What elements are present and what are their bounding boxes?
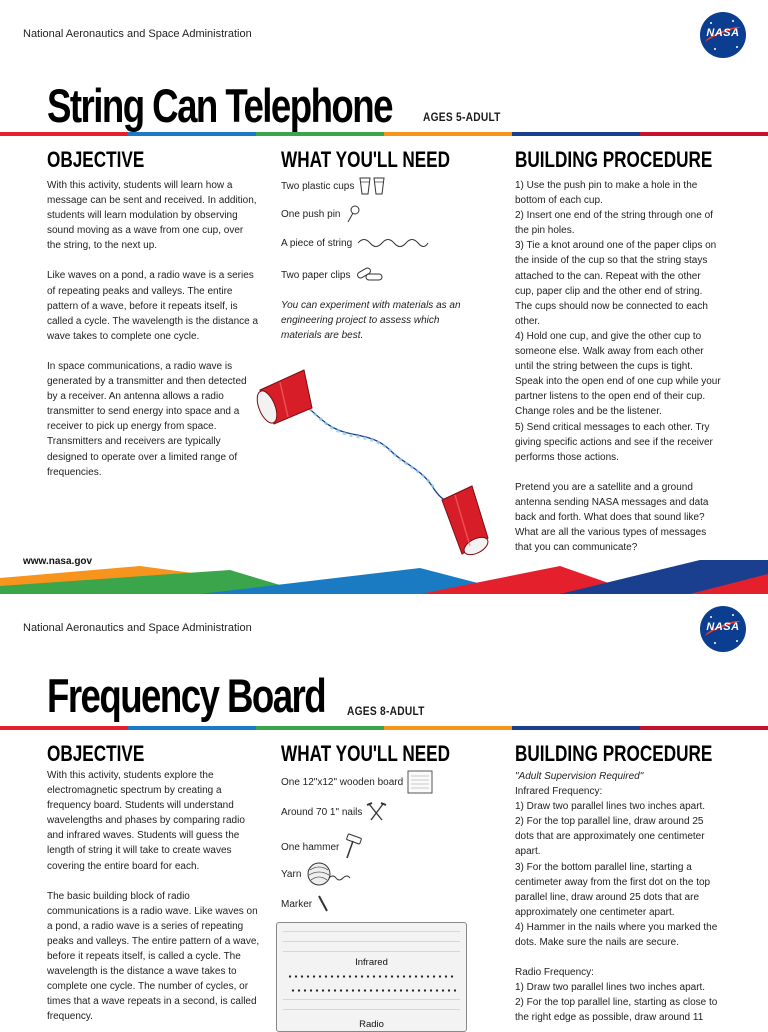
need-item-label: A piece of string — [281, 237, 353, 249]
objective-paragraph: In space communications, a radio wave is generated by a transmitter and then detected by a receiver. An antenna allows a radio transmitter to send energy into space and a receiver to pick up energy from space. Transmitters and receivers are typically designed to operate over a limited range of frequencies. — [47, 360, 247, 478]
objective-text — [47, 178, 259, 480]
procedure-heading: BUILDING PROCEDURE — [515, 741, 713, 766]
push-pin-icon — [345, 204, 361, 224]
radio-steps: 1) Draw two parallel lines two inches apart. 2) For the top parallel line, starting as close to the right edge as possible, draw around 11 — [515, 982, 718, 1024]
color-stripe — [0, 132, 768, 136]
frequency-board-card — [0, 594, 768, 1030]
supervision-note: "Adult Supervision Required" — [515, 771, 644, 782]
wooden-board-icon — [407, 770, 433, 794]
radio-label: Radio — [359, 1019, 384, 1030]
objective-paragraph: Like waves on a pond, a radio wave is a series of repeating peaks and valleys. The entire pattern of a wave, before it repeats itself, is called a cycle. The wavelength is the distance a wave takes to complete one cycle. — [47, 270, 259, 342]
activity-title: Frequency Board — [47, 669, 326, 722]
need-note: You can experiment with materials as an engineering project to assess which materials are best. — [281, 300, 461, 342]
infrared-label: Infrared — [355, 957, 388, 968]
need-item — [281, 266, 384, 284]
need-item-label: Two paper clips — [281, 269, 351, 281]
agency-name: National Aeronautics and Space Administration — [23, 28, 252, 40]
objective-paragraph: With this activity, students will learn how a message can be sent and received. In addition, students will learn modulation by observing sound moving as a wave from one cup, over the string, to the next up. — [47, 180, 257, 252]
frequency-board-illustration — [276, 922, 467, 1032]
string-cups-illustration — [252, 360, 492, 560]
need-heading: WHAT YOU'LL NEED — [281, 147, 451, 172]
infrared-section-title: Infrared Frequency: — [515, 786, 603, 798]
age-range: AGES 5-ADULT — [423, 110, 501, 124]
procedure-text — [515, 178, 722, 555]
need-item — [281, 236, 428, 250]
age-range: AGES 8-ADULT — [347, 704, 425, 718]
paper-clips-icon — [354, 266, 384, 284]
color-band — [0, 560, 768, 594]
need-item — [281, 770, 433, 794]
nasa-url-link[interactable]: www.nasa.gov — [23, 556, 93, 567]
procedure-steps: 1) Use the push pin to make a hole in the bottom of each cup. 2) Insert one end of the string through one of the pin holes. 3) Tie a knot around one of the paper clips on the inside of the cup so that the string stays attached to the can. Repeat with the other cup, paper clip and the other end of string. The cups should now be connected to each other. 4) Hold one cup, and give the other cup to someone else. Walk away from each other until the string between the cups is tight. Speak into the open end of one cup while your partner listens to the open end of their cup. Change roles and be the listener. 5) Send critical messages to each other. Try giving specific actions and see if the receiver performs those actions. — [515, 180, 721, 463]
nasa-logo: NASA — [700, 606, 746, 652]
need-item-label: Yarn — [281, 868, 302, 880]
infrared-top-dots — [287, 975, 456, 978]
plastic-cups-icon — [358, 176, 388, 196]
radio-section-title: Radio Frequency: — [515, 967, 594, 979]
need-item — [281, 860, 353, 888]
need-item-label: Around 70 1" nails — [281, 806, 363, 818]
need-item-label: One 12"x12" wooden board — [281, 776, 404, 788]
infrared-bottom-dots — [290, 989, 456, 992]
color-stripe — [0, 726, 768, 730]
procedure-text — [515, 769, 725, 1026]
need-item — [281, 802, 388, 822]
yarn-icon — [305, 860, 353, 888]
need-heading: WHAT YOU'LL NEED — [281, 741, 451, 766]
need-item — [281, 204, 361, 224]
marker-icon — [316, 894, 330, 914]
nails-icon — [366, 802, 388, 822]
infrared-steps: 1) Draw two parallel lines two inches apart. 2) For the top parallel line, draw around 25 dots that are approximately one centimeter apart. 3) For the bottom parallel line, starting a centimeter away from the first dot on the top parallel line, draw around 25 dots that are approximately one centimeter apart. 4) Hammer in the nails where you marked the dots. Make sure the nails are secure. — [515, 801, 718, 949]
objective-paragraph: The basic building block of radio communications is a radio wave. Like waves on a pond, a radio wave is a series of repeating peaks and valleys. The entire pattern of a wave, before it repeats itself, is called a cycle. The wavelength is the distance a wave takes to complete one cycle. The number of cycles, or times that a wave repeats in a second, is called frequency. — [47, 890, 260, 1023]
need-item — [281, 894, 330, 914]
procedure-closing: Pretend you are a satellite and a ground antenna sending NASA messages and data back and forth. What does that sound like? What are all the various types of messages that you can communicate? — [515, 481, 709, 554]
activity-title: String Can Telephone — [47, 79, 392, 132]
string-icon — [356, 236, 428, 250]
need-item-label: Marker — [281, 898, 313, 910]
agency-name: National Aeronautics and Space Administration — [23, 622, 252, 634]
objective-heading: OBJECTIVE — [47, 741, 145, 766]
need-item — [281, 834, 363, 860]
need-item — [281, 176, 388, 196]
need-item-label: One push pin — [281, 208, 341, 220]
nasa-logo: NASA — [700, 12, 746, 58]
need-item-label: Two plastic cups — [281, 180, 355, 192]
objective-paragraph: With this activity, students explore the electromagnetic spectrum by creating a frequency board. Students will understand wavelengths and phases by comparing radio and infrared waves. Students will guess the length of string it will take to create waves covering the entire board for each. — [47, 770, 245, 872]
procedure-heading: BUILDING PROCEDURE — [515, 147, 713, 172]
need-item-label: One hammer — [281, 841, 340, 853]
objective-heading: OBJECTIVE — [47, 147, 145, 172]
objective-text — [47, 768, 263, 1025]
hammer-icon — [343, 834, 363, 860]
